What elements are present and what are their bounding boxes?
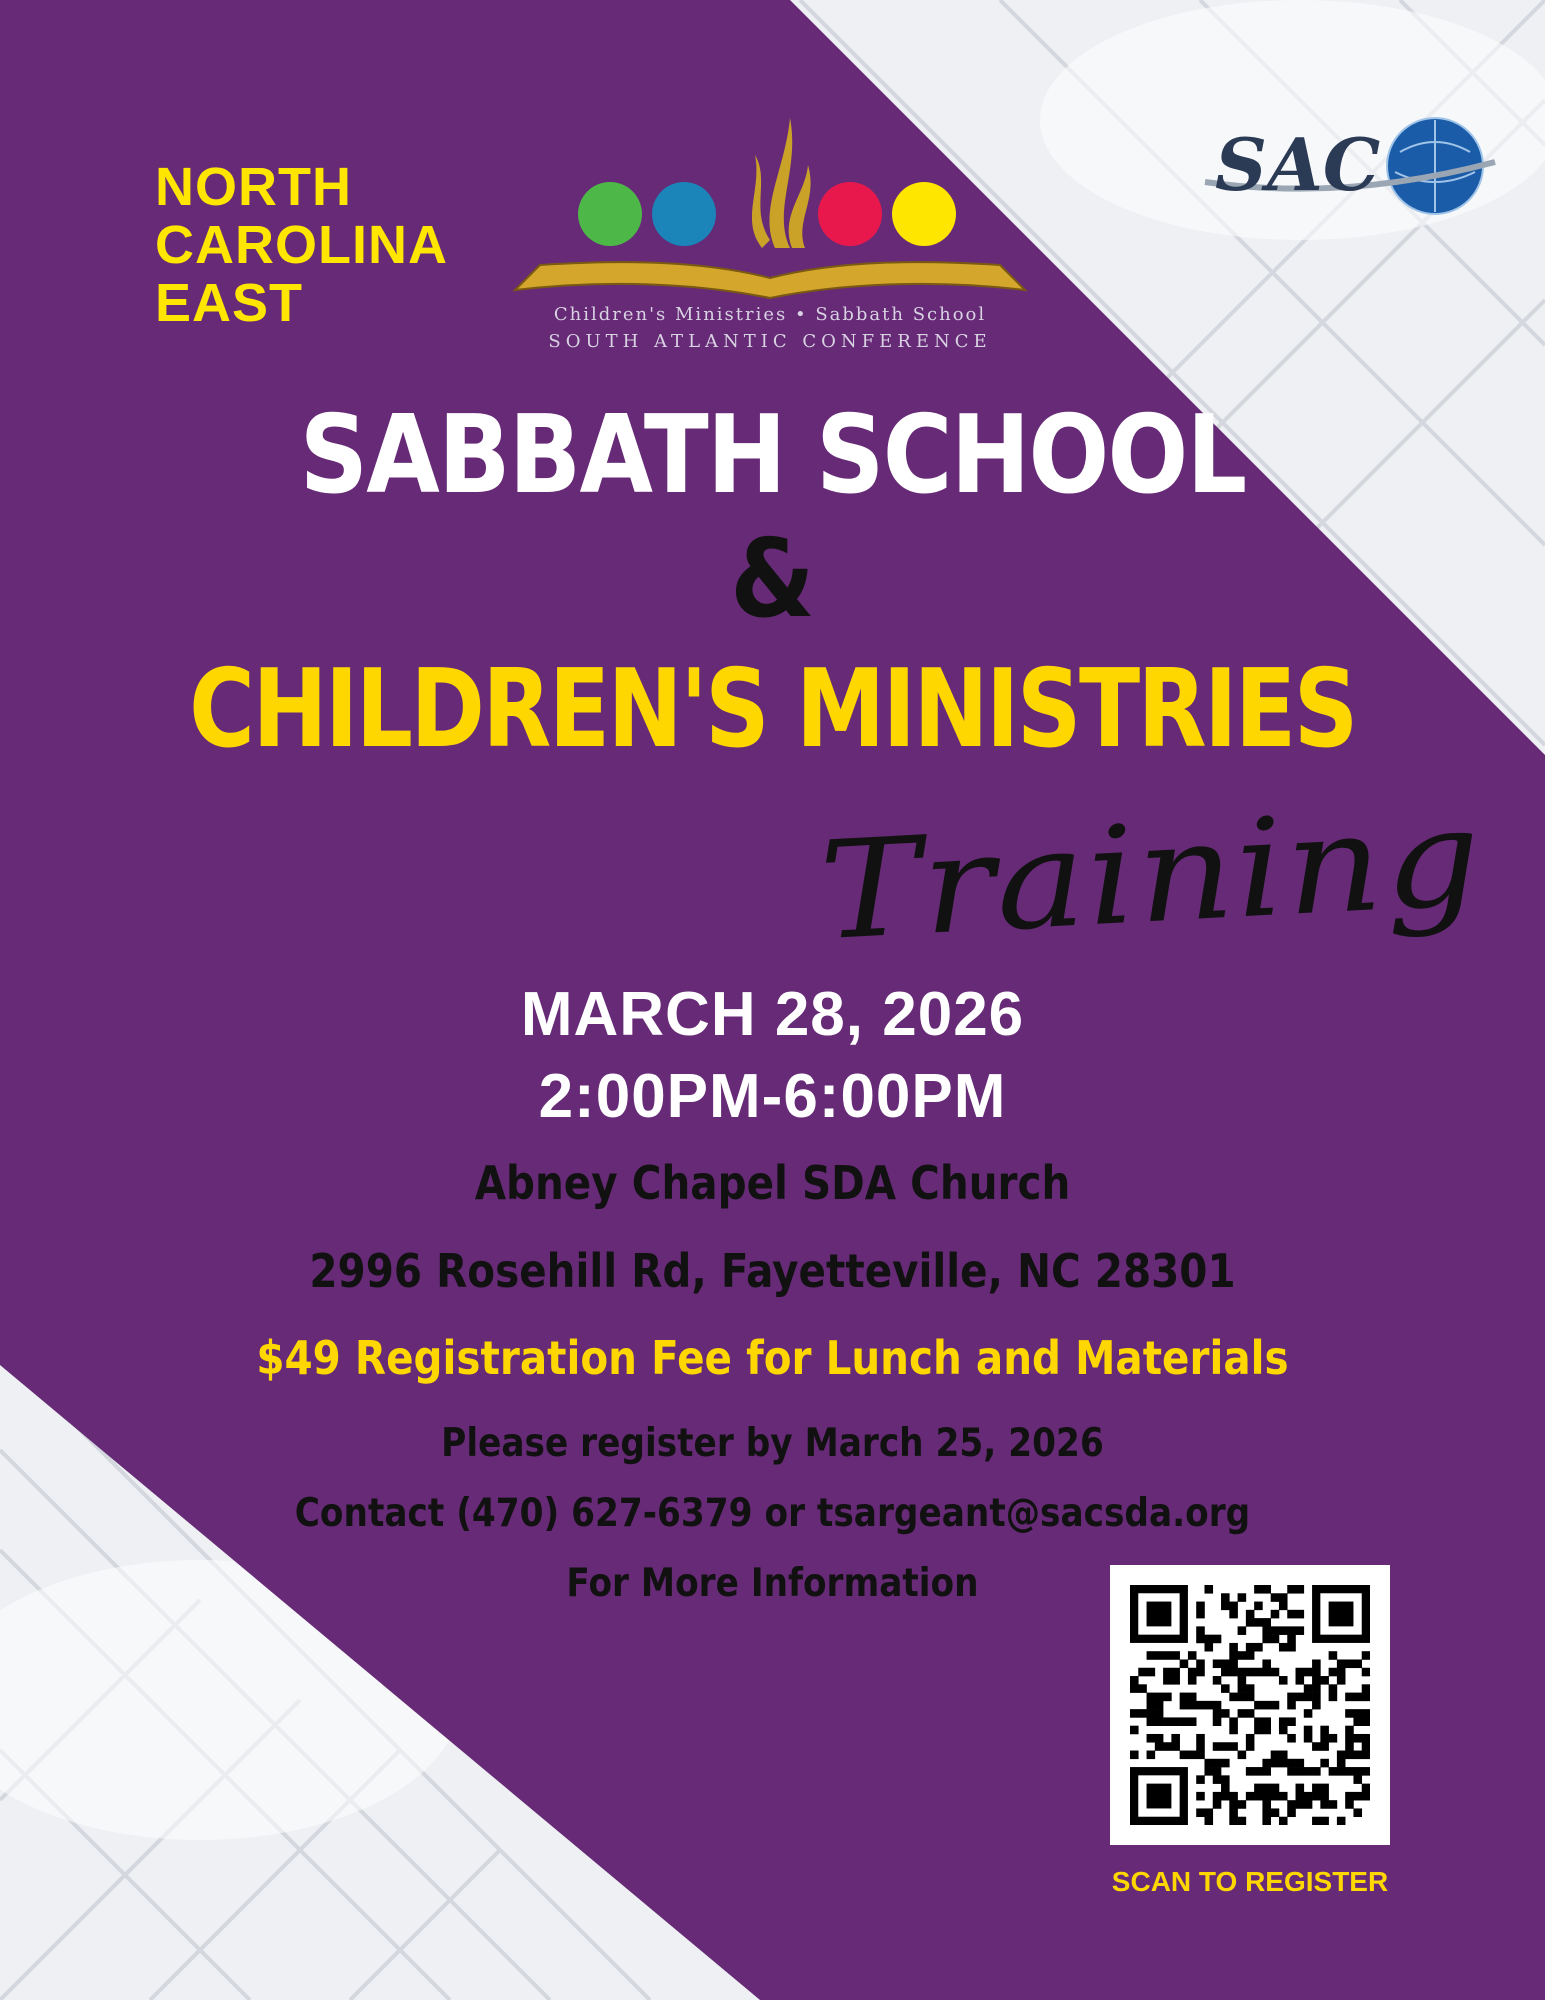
sac-logo bbox=[1195, 112, 1503, 220]
title-training-script: Training bbox=[816, 779, 1487, 971]
contact-info: Contact (470) 627-6379 or tsargeant@sacsda.org bbox=[294, 1491, 1251, 1536]
childrens-ministries-logo bbox=[500, 110, 1050, 360]
green-dot-icon bbox=[578, 182, 642, 246]
region-name bbox=[155, 158, 515, 332]
ministry-logo-line-1: Children's Ministries • Sabbath School bbox=[553, 304, 987, 325]
flame-icon bbox=[752, 118, 811, 248]
title-childrens-ministries: CHILDREN'S MINISTRIES bbox=[189, 647, 1356, 772]
more-info: For More Information bbox=[566, 1561, 979, 1606]
blue-dot-icon bbox=[652, 182, 716, 246]
register-deadline: Please register by March 25, 2026 bbox=[441, 1421, 1104, 1466]
event-venue: Abney Chapel SDA Church bbox=[474, 1156, 1071, 1210]
region-line-1: NORTH bbox=[155, 157, 352, 217]
scan-to-register-label: SCAN TO REGISTER bbox=[1111, 1866, 1389, 1897]
event-address: 2996 Rosehill Rd, Fayetteville, NC 28301 bbox=[309, 1244, 1236, 1298]
ministry-logo-line-2: SOUTH ATLANTIC CONFERENCE bbox=[548, 331, 992, 352]
sac-logo-text: SAC bbox=[1215, 122, 1381, 207]
event-time: 2:00PM-6:00PM bbox=[538, 1062, 1007, 1131]
title-sabbath-school: SABBATH SCHOOL bbox=[299, 393, 1246, 518]
title-ampersand: & bbox=[730, 517, 815, 642]
region-line-2: CAROLINA bbox=[155, 215, 448, 275]
event-date: MARCH 28, 2026 bbox=[520, 980, 1025, 1049]
open-book-icon bbox=[515, 262, 1025, 298]
yellow-dot-icon bbox=[892, 182, 956, 246]
qr-code-icon bbox=[1130, 1585, 1370, 1825]
region-line-3: EAST bbox=[155, 273, 304, 333]
qr-code[interactable] bbox=[1110, 1565, 1390, 1845]
red-dot-icon bbox=[818, 182, 882, 246]
registration-fee: $49 Registration Fee for Lunch and Materials bbox=[256, 1331, 1289, 1385]
